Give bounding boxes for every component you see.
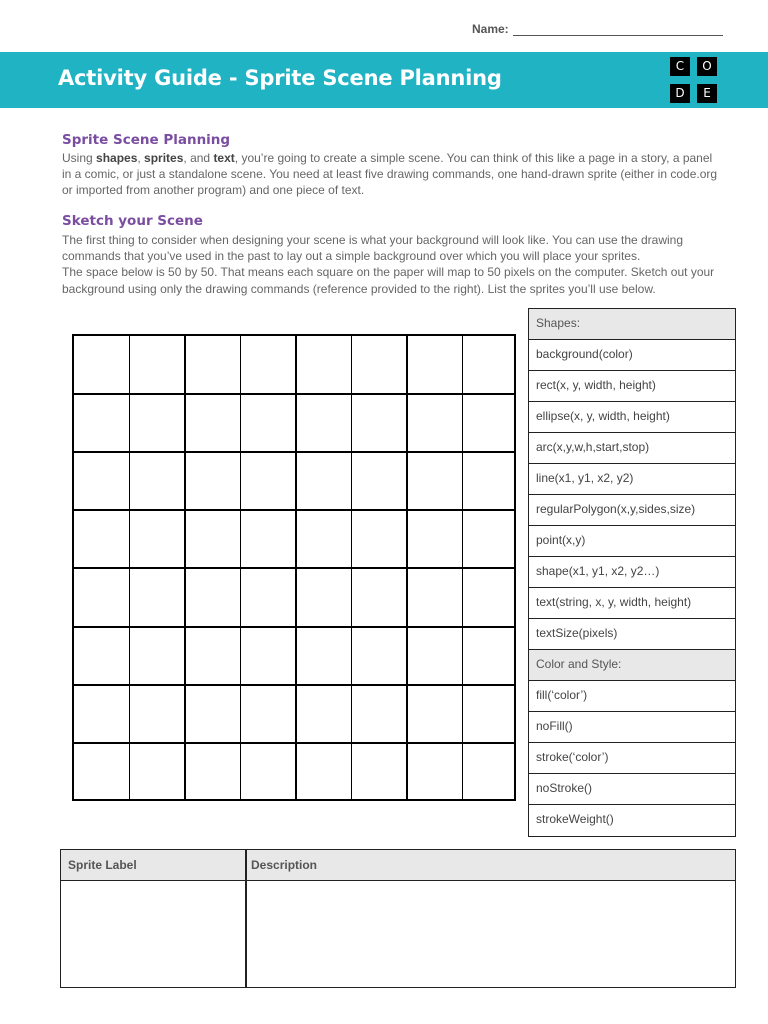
grid-line: [74, 509, 514, 511]
command-row: rect(x, y, width, height): [529, 371, 735, 402]
text-segment: ,: [137, 151, 145, 165]
bold-term: shapes: [96, 151, 138, 165]
command-row: shape(x1, y1, x2, y2…): [529, 557, 735, 588]
sketch-paragraph-1: The first thing to consider when designing your scene is what your background will look like. You can use the drawing commands that you’ve used in the past to lay out a simple background over which you will place your sprites.: [62, 233, 684, 264]
sprite-list-table: [60, 849, 736, 988]
text-segment: Using: [62, 151, 97, 165]
logo-letter: O: [697, 57, 717, 76]
command-row: regularPolygon(x,y,sides,size): [529, 495, 735, 526]
section-heading-planning: Sprite Scene Planning: [62, 132, 231, 148]
grid-line: [74, 742, 514, 744]
grid-line: [74, 393, 514, 395]
drawing-commands-reference: [528, 308, 736, 837]
shapes-header: Shapes:: [529, 309, 735, 340]
sketch-paragraph-2: The space below is 50 by 50. That means each square on the paper will map to 50 pixels on the computer. Sketch out your background using only the drawing commands (reference provided to the right). List the sprites you’ll use below.: [62, 265, 715, 296]
name-label: Name:: [472, 22, 509, 36]
command-row: text(string, x, y, width, height): [529, 588, 735, 619]
bold-term: text: [213, 151, 235, 165]
description-column-header: Description: [251, 858, 318, 872]
page-title: Activity Guide - Sprite Scene Planning: [58, 66, 502, 90]
sketch-grid: [72, 334, 516, 801]
command-row: background(color): [529, 340, 735, 371]
command-row: noStroke(): [529, 774, 735, 805]
command-row: arc(x,y,w,h,start,stop): [529, 433, 735, 464]
command-row: textSize(pixels): [529, 619, 735, 650]
text-segment: , you’re going to create a simple scene. You can think of this like a page in a story, a panel in a comic, or just a standalone scene. You need at least five drawing commands, one hand-drawn sprite (either in code.org or imported from another program) and one piece of text.: [62, 151, 718, 198]
command-row: stroke(‘color’): [529, 743, 735, 774]
grid-line: [74, 567, 514, 569]
column-divider: [245, 850, 247, 987]
sprite-table-header: [61, 850, 735, 881]
sketch-paragraph: [62, 232, 722, 297]
command-row: line(x1, y1, x2, y2): [529, 464, 735, 495]
logo-letter: E: [697, 84, 717, 103]
sprite-label-column-header: Sprite Label: [68, 858, 137, 872]
command-row: fill(‘color’): [529, 681, 735, 712]
command-row: noFill(): [529, 712, 735, 743]
planning-paragraph: [62, 150, 722, 199]
command-row: ellipse(x, y, width, height): [529, 402, 735, 433]
name-blank-line: [513, 24, 723, 36]
code-logo: [670, 57, 717, 103]
text-segment: , and: [183, 151, 214, 165]
command-row: point(x,y): [529, 526, 735, 557]
grid-line: [74, 626, 514, 628]
grid-line: [74, 451, 514, 453]
section-heading-sketch: Sketch your Scene: [62, 213, 203, 229]
color-style-header: Color and Style:: [529, 650, 735, 681]
grid-line: [74, 684, 514, 686]
logo-letter: D: [670, 84, 690, 103]
name-field: [472, 22, 723, 36]
bold-term: sprites: [144, 151, 184, 165]
command-row: strokeWeight(): [536, 812, 614, 826]
logo-letter: C: [670, 57, 690, 76]
